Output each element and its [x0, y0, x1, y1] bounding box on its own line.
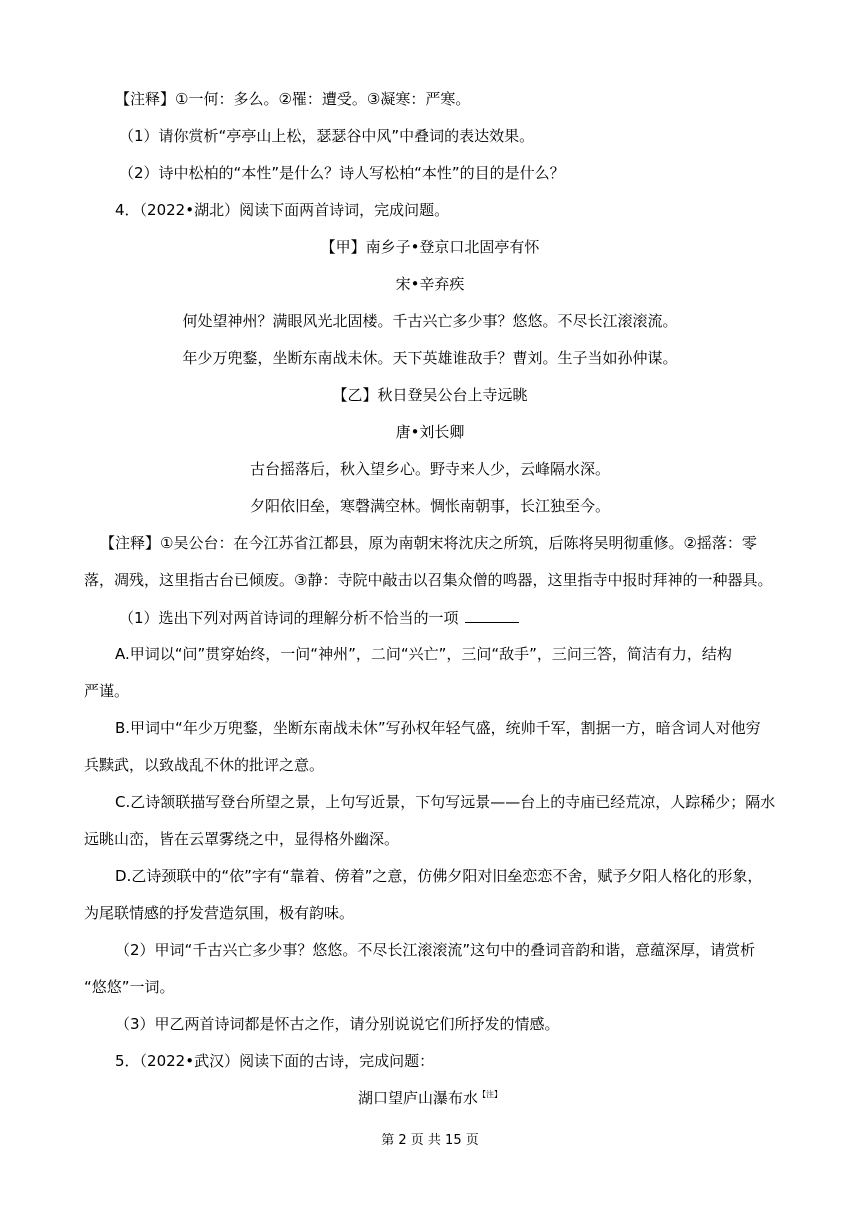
- poem-yi-line-2: 夕阳依旧垒，寒磬满空林。惆怅南朝事，长江独至今。: [249, 497, 610, 515]
- question-4-3: （3）甲乙两首诗词都是怀古之作，请分别说说它们所抒发的情感。: [115, 1015, 560, 1033]
- poem-5-title-text: 湖口望庐山瀑布水: [357, 1089, 478, 1107]
- poem-yi-line-1: 古台摇落后，秋入望乡心。野寺来人少，云峰隔水深。: [249, 460, 610, 478]
- poem-5-note-marker: 【注】: [478, 1090, 502, 1099]
- annotation-poem-4-line-1: 【注释】①吴公台：在今江苏省江都县，原为南朝宋将沈庆之所筑，后陈将吴明彻重修。②摇落：零: [100, 534, 757, 552]
- poem-yi-title: 【乙】秋日登吴公台上寺远眺: [332, 386, 528, 404]
- poem-jia-author: 宋•辛弃疾: [395, 275, 465, 293]
- poem-jia-line-2: 年少万兜鍪，坐断东南战未休。天下英雄谁敌手？曹刘。生子当如孙仲谋。: [182, 349, 678, 367]
- page-footer: 第 2 页 共 15 页: [381, 1133, 479, 1148]
- poem-yi-author: 唐•刘长卿: [395, 423, 465, 441]
- question-3-2: （2）诗中松柏的“本性”是什么？诗人写松柏“本性”的目的是什么？: [119, 164, 565, 182]
- answer-blank[interactable]: [465, 607, 519, 623]
- question-4-1-text: （1）选出下列对两首诗词的理解分析不恰当的一项: [119, 609, 459, 627]
- option-b-line-2: 兵黩武，以致战乱不休的批评之意。: [84, 756, 325, 774]
- option-a-line-1: A.甲词以“问”贯穿始终，一问“神州”，二问“兴亡”，三问“敌手”，三问三答，简洁有力，结构: [115, 645, 732, 663]
- question-4-2-line-1: （2）甲词“千古兴亡多少事？悠悠。不尽长江滚滚流”这句中的叠词音韵和谐，意蕴深厚，请赏析: [115, 941, 756, 959]
- poem-jia-line-1: 何处望神州？满眼风光北固楼。千古兴亡多少事？悠悠。不尽长江滚滚流。: [182, 312, 678, 330]
- question-4-1: [119, 607, 519, 628]
- option-a-line-2: 严谨。: [84, 682, 130, 700]
- option-c-line-2: 远眺山峦，皆在云罩雾绕之中，显得格外幽深。: [84, 830, 400, 848]
- option-d-line-1: D.乙诗颈联中的“依”字有“靠着、傍着”之意，仿佛夕阳对旧垒恋恋不舍，赋予夕阳人格化的形象，: [115, 867, 763, 885]
- poem-5-title: [0, 1088, 860, 1108]
- question-3-1: （1）请你赏析“亭亭山上松，瑟瑟谷中风”中叠词的表达效果。: [119, 127, 535, 145]
- question-4-heading: 4．（2022•湖北）阅读下面两首诗词，完成问题。: [115, 201, 450, 219]
- question-4-2-line-2: “悠悠”一词。: [84, 978, 175, 996]
- option-b-line-1: B.甲词中“年少万兜鍪，坐断东南战未休”写孙权年轻气盛，统帅千军，割据一方，暗含词人对他穷: [115, 719, 761, 737]
- option-d-line-2: 为尾联情感的抒发营造氛围，极有韵味。: [84, 904, 355, 922]
- option-c-line-1: C.乙诗颔联描写登台所望之景，上句写近景，下句写远景——台上的寺庙已经荒凉，人踪稀少；隔水: [115, 793, 776, 811]
- poem-jia-title: 【甲】南乡子•登京口北固亭有怀: [320, 238, 540, 256]
- question-5-heading: 5．（2022•武汉）阅读下面的古诗，完成问题：: [115, 1052, 435, 1070]
- annotation-poem-4-line-2: 落，凋残，这里指古台已倾废。③静：寺院中敲击以召集众僧的鸣器，这里指寺中报时拜神的一种器具。: [84, 571, 773, 589]
- annotation-poem-3: 【注释】①一何：多么。②罹：遭受。③凝寒：严寒。: [115, 90, 471, 108]
